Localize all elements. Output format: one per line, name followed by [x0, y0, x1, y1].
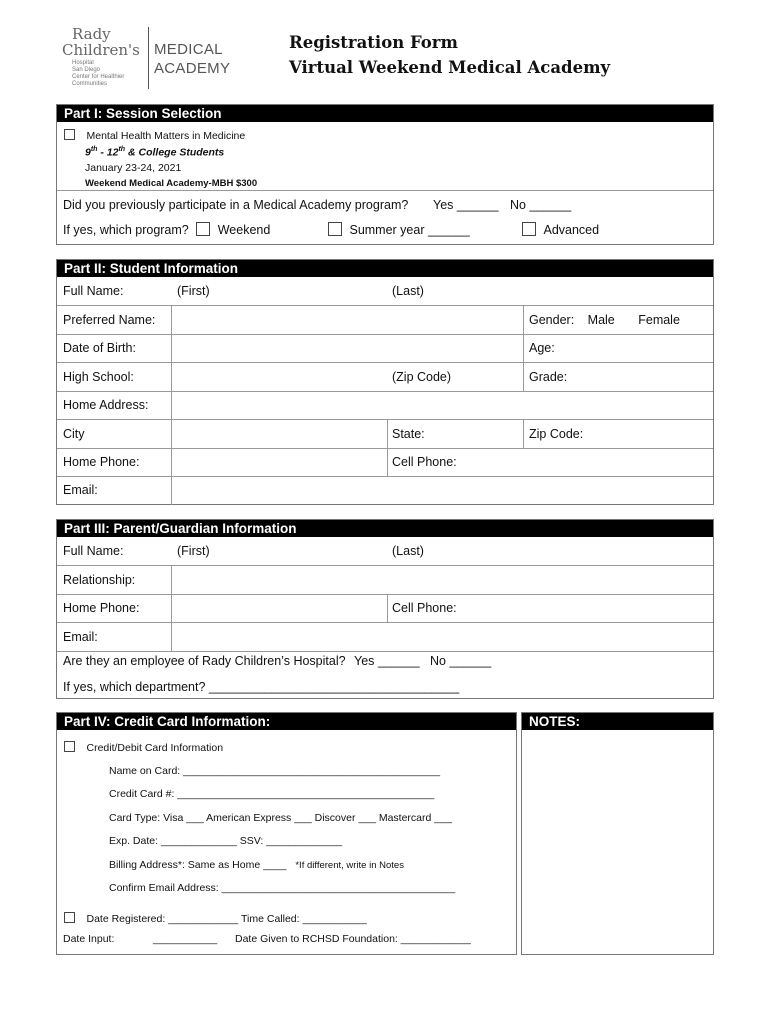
divider	[57, 334, 713, 335]
employee-yes-field[interactable]: Yes ______	[354, 654, 420, 668]
parent-full-name-label: Full Name:	[63, 544, 124, 558]
credit-card-number-field[interactable]: Credit Card #: ____________________________________________	[109, 788, 435, 800]
divider	[57, 594, 713, 595]
student-home-phone-label: Home Phone:	[63, 455, 140, 469]
session-price: Weekend Medical Academy-MBH $300	[85, 178, 258, 189]
advanced-option	[522, 222, 599, 237]
summer-label: Summer year ______	[349, 223, 470, 237]
divider	[57, 419, 713, 420]
divider	[387, 594, 388, 622]
part1-section	[56, 104, 714, 245]
parent-cell-phone-field[interactable]: Cell Phone:	[392, 601, 457, 615]
divider	[523, 419, 524, 448]
part3-header: Part III: Parent/Guardian Information	[57, 520, 713, 537]
parent-home-phone-label: Home Phone:	[63, 601, 140, 615]
divider	[57, 190, 713, 191]
weekend-label: Weekend	[217, 223, 271, 237]
part2-header: Part II: Student Information	[57, 260, 713, 277]
date-registered-field[interactable]: Date Registered: ____________ Time Called: ___________	[86, 913, 367, 925]
student-first-name-field[interactable]: (First)	[177, 284, 210, 298]
divider	[387, 419, 388, 476]
logo-subtext: Hospital San Diego Center for Healthier Communities	[72, 60, 125, 87]
high-school-label: High School:	[63, 370, 134, 384]
logo-childrens-text: Children's	[62, 41, 140, 59]
logo-divider	[148, 27, 149, 89]
part4-header: Part IV: Credit Card Information:	[57, 713, 516, 730]
session-checkbox[interactable]	[64, 129, 75, 140]
student-cell-phone-field[interactable]: Cell Phone:	[392, 455, 457, 469]
employee-no-field[interactable]: No ______	[430, 654, 492, 668]
parent-first-name-field[interactable]: (First)	[177, 544, 210, 558]
divider	[523, 305, 524, 391]
logo-rady-text: Rady	[72, 25, 111, 43]
name-on-card-field[interactable]: Name on Card: ____________________________________________	[109, 765, 441, 777]
part2-section	[56, 259, 714, 505]
divider	[171, 305, 172, 505]
advanced-checkbox[interactable]	[522, 222, 536, 236]
date-input-field[interactable]: ___________	[153, 933, 218, 945]
summer-option	[328, 222, 470, 237]
parent-last-name-field[interactable]: (Last)	[392, 544, 424, 558]
student-last-name-field[interactable]: (Last)	[392, 284, 424, 298]
session-dates: January 23-24, 2021	[85, 162, 182, 174]
billing-address-field[interactable]: Billing Address*: Same as Home ____ *If different, write in Notes	[109, 859, 404, 871]
student-email-label: Email:	[63, 483, 98, 497]
state-field[interactable]: State:	[392, 427, 425, 441]
exp-ssv-field[interactable]: Exp. Date: _____________ SSV: _____________	[109, 835, 343, 847]
gender-female[interactable]: Female	[638, 313, 680, 327]
date-registered-row	[64, 911, 367, 925]
summer-checkbox[interactable]	[328, 222, 342, 236]
home-address-label: Home Address:	[63, 398, 149, 412]
cc-info-row	[64, 740, 223, 754]
city-label: City	[63, 427, 85, 441]
student-full-name-label: Full Name:	[63, 284, 124, 298]
department-field[interactable]: If yes, which department? ____________________________________	[63, 680, 460, 694]
prev-no-field[interactable]: No ______	[510, 198, 572, 212]
advanced-label: Advanced	[543, 223, 600, 237]
page-title: Registration Form Virtual Weekend Medical Academy	[289, 33, 611, 77]
divider	[57, 305, 713, 306]
rady-logo	[62, 26, 142, 88]
relationship-label: Relationship:	[63, 573, 136, 587]
cc-info-checkbox[interactable]	[64, 741, 75, 752]
zip-code-field[interactable]: Zip Code:	[529, 427, 584, 441]
gender-field[interactable]: Gender: Male Female	[529, 313, 680, 327]
age-field[interactable]: Age:	[529, 341, 555, 355]
preferred-name-label: Preferred Name:	[63, 313, 156, 327]
session-grades: 9th - 12th & College Students	[85, 146, 225, 159]
prev-yes-field[interactable]: Yes ______	[433, 198, 499, 212]
employee-question: Are they an employee of Rady Children’s Hospital?	[63, 654, 346, 668]
divider	[57, 565, 713, 566]
school-zip-field[interactable]: (Zip Code)	[392, 370, 452, 384]
part4-section	[56, 712, 517, 955]
divider	[57, 651, 713, 652]
divider	[57, 448, 713, 449]
medical-academy-logo: MEDICAL ACADEMY	[154, 41, 231, 77]
gender-male[interactable]: Male	[587, 313, 615, 327]
which-program-question: If yes, which program? Weekend	[63, 223, 271, 237]
parent-email-label: Email:	[63, 630, 98, 644]
dob-label: Date of Birth:	[63, 341, 136, 355]
session-row	[64, 128, 245, 142]
notes-header: NOTES:	[522, 713, 713, 730]
prev-participation-question: Did you previously participate in a Medical Academy program?	[63, 198, 409, 212]
grade-field[interactable]: Grade:	[529, 370, 568, 384]
part3-section	[56, 519, 714, 699]
divider	[171, 565, 172, 651]
date-registered-checkbox[interactable]	[64, 912, 75, 923]
cc-info-label: Credit/Debit Card Information	[86, 742, 224, 754]
confirm-email-field[interactable]: Confirm Email Address: ________________________________________	[109, 882, 456, 894]
weekend-checkbox[interactable]	[196, 222, 210, 236]
divider	[57, 622, 713, 623]
session-name: Mental Health Matters in Medicine	[86, 130, 246, 142]
date-input-label: Date Input:	[63, 933, 115, 945]
date-given-field[interactable]: Date Given to RCHSD Foundation: ____________	[235, 933, 471, 945]
billing-note: *If different, write in Notes	[295, 860, 404, 871]
divider	[57, 391, 713, 392]
notes-section	[521, 712, 714, 955]
divider	[57, 362, 713, 363]
card-type-field[interactable]: Card Type: Visa ___ American Express ___ Discover ___ Mastercard ___	[109, 812, 452, 824]
part1-header: Part I: Session Selection	[57, 105, 713, 122]
divider	[57, 476, 713, 477]
notes-area[interactable]	[522, 730, 713, 954]
